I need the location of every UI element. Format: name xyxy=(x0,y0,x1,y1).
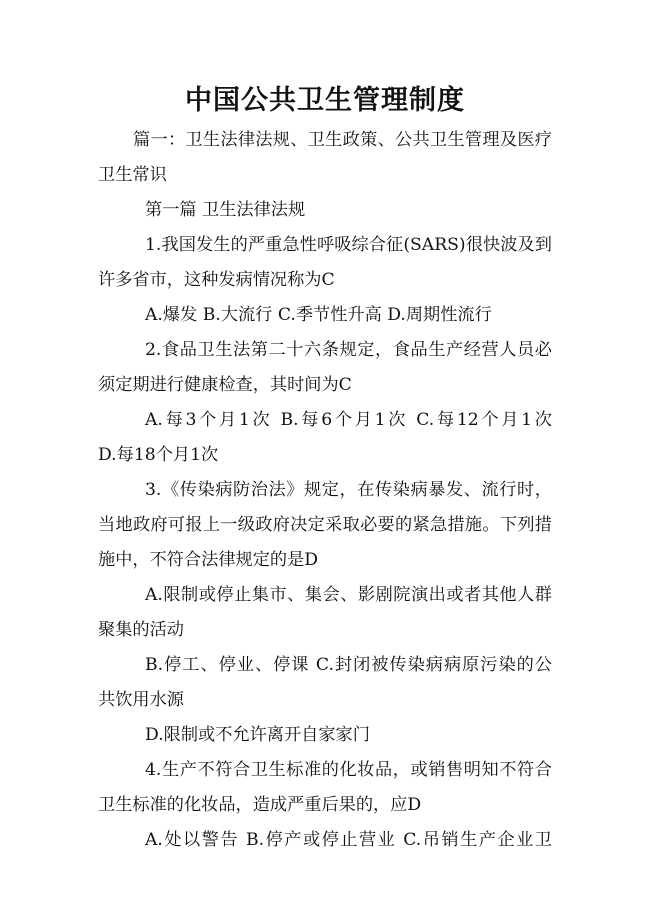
section-heading: 篇一：卫生法律法规、卫生政策、公共卫生管理及医疗 xyxy=(133,130,552,150)
section-heading-cont: 卫生常识 xyxy=(98,165,167,185)
question-2: 2.食品卫生法第二十六条规定，食品生产经营人员必 xyxy=(145,340,552,360)
page-title: 中国公共卫生管理制度 xyxy=(185,85,465,116)
question-1-cont: 许多省市，这种发病情况称为C xyxy=(98,270,335,290)
question-3-option-d: D.限制或不允许离开自家家门 xyxy=(145,725,370,745)
chapter-heading: 第一篇 卫生法律法规 xyxy=(145,200,306,220)
question-3-option-bc: B.停工、停业、停课 C.封闭被传染病病原污染的公 xyxy=(145,655,552,675)
question-4: 4.生产不符合卫生标准的化妆品，或销售明知不符合 xyxy=(145,760,552,780)
question-3-option-bc-cont: 共饮用水源 xyxy=(98,690,184,710)
question-3: 3.《传染病防治法》规定，在传染病暴发、流行时， xyxy=(145,480,552,500)
question-2-options: A.每3个月1次 B.每6个月1次 C.每12个月1次 xyxy=(145,410,552,430)
question-2-cont: 须定期进行健康检查，其时间为C xyxy=(98,375,352,395)
question-1-options: A.爆发 B.大流行 C.季节性升高 D.周期性流行 xyxy=(145,305,492,325)
question-3-cont-2: 施中，不符合法律规定的是D xyxy=(98,550,319,570)
question-3-cont-1: 当地政府可报上一级政府决定采取必要的紧急措施。下列措 xyxy=(98,515,552,535)
question-4-options: A.处以警告 B.停产或停止营业 C.吊销生产企业卫 xyxy=(145,830,552,850)
question-3-option-a-cont: 聚集的活动 xyxy=(98,620,184,640)
question-2-options-cont: D.每18个月1次 xyxy=(98,445,219,465)
question-4-cont: 卫生标准的化妆品，造成严重后果的，应D xyxy=(98,795,422,815)
question-1: 1.我国发生的严重急性呼吸综合征(SARS)很快波及到 xyxy=(145,235,552,255)
question-3-option-a: A.限制或停止集市、集会、影剧院演出或者其他人群 xyxy=(145,585,552,605)
